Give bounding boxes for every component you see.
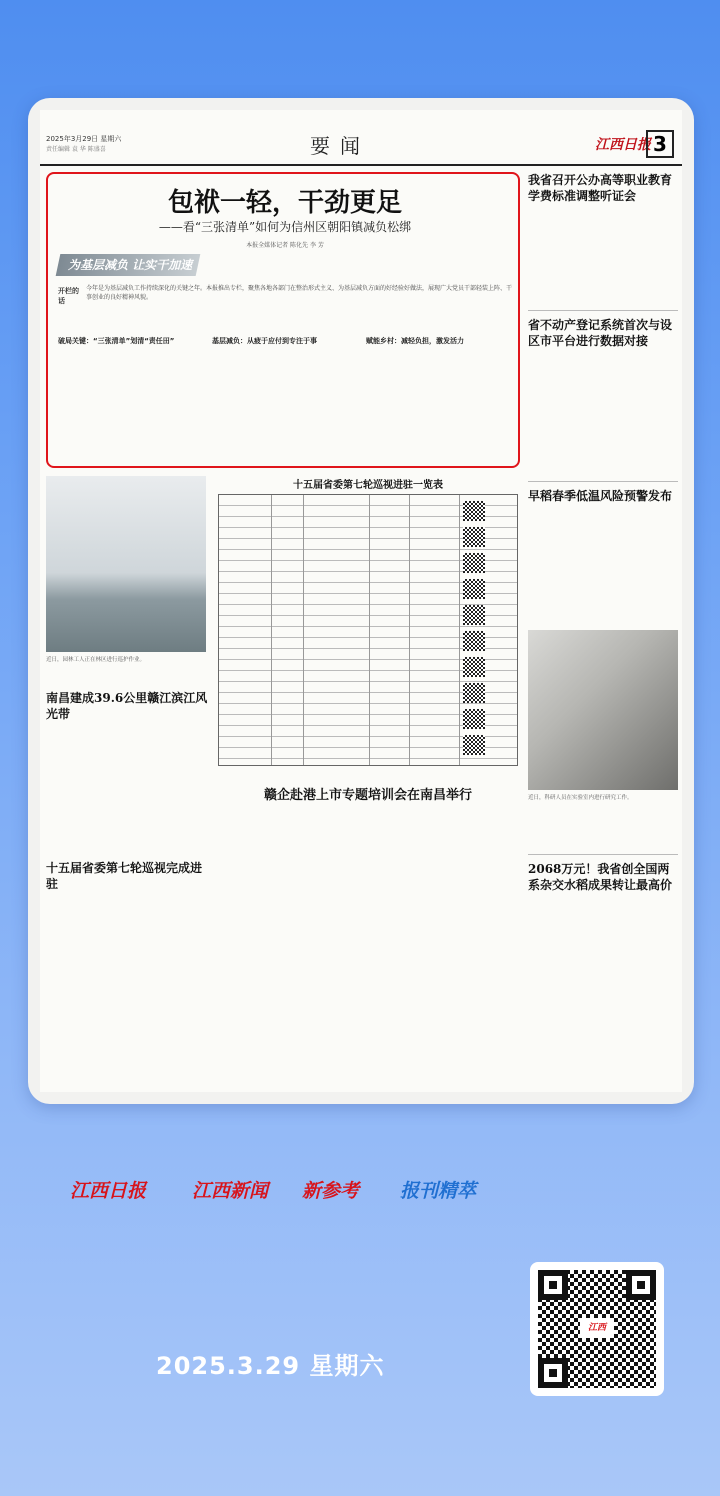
newspaper-card[interactable] — [28, 98, 694, 1104]
divider — [528, 854, 678, 855]
logo-xin-cankao[interactable]: 新参考 — [302, 1180, 360, 1202]
masthead-logo: 江西日报 — [595, 137, 651, 153]
intro-text: 今年是为基层减负工作持续深化的关键之年。本报推出专栏，聚焦各地各部门在整治形式主义、为基层减负方面的好经验好做法，展现广大党员干部轻装上阵、干事创业的良好精神风貌。 — [86, 285, 513, 301]
right-bottom-article — [528, 848, 678, 977]
inspection-table[interactable] — [218, 476, 518, 774]
qr-code-icon — [463, 683, 485, 703]
news-photo-lab[interactable] — [528, 630, 678, 790]
footer-date: 2025.3.29 星期六 — [156, 1352, 385, 1380]
qr-code-icon — [463, 553, 485, 573]
left-article — [46, 690, 210, 846]
left-article — [46, 860, 210, 1006]
article-body — [218, 808, 518, 888]
article-headline[interactable]: 十五届省委第七轮巡视完成进驻 — [46, 861, 203, 891]
newspaper-page — [40, 110, 682, 1092]
qr-code-icon — [463, 605, 485, 625]
photo-caption: 近日，科研人员在实验室内进行研究工作。 — [528, 795, 633, 801]
qr-logo: 江西 — [580, 1318, 614, 1338]
table-grid — [218, 494, 518, 766]
editor-credit: 责任编辑 袁 华 陈盛喜 — [46, 146, 106, 153]
news-photo-forest[interactable] — [46, 476, 206, 652]
footer-logos — [70, 1176, 490, 1206]
qr-code-icon — [463, 631, 485, 651]
qr-code-icon — [463, 709, 485, 729]
article-body — [528, 208, 678, 304]
divider — [528, 310, 678, 311]
qr-code-icon — [538, 1270, 656, 1388]
article-body — [46, 726, 210, 846]
lead-subhead: 赋能乡村：减轻负担，激发活力 — [366, 337, 464, 345]
divider — [528, 481, 678, 482]
article-body — [46, 896, 210, 1006]
page-number: 3 — [646, 130, 674, 158]
table-title: 十五届省委第七轮巡视进驻一览表 — [293, 480, 443, 491]
qr-code-icon — [463, 657, 485, 677]
photo-caption: 近日，园林工人正在林区进行巡护作业。 — [46, 657, 146, 663]
middle-article — [218, 788, 518, 888]
article-headline[interactable]: 省不动产登记系统首次与设区市平台进行数据对接 — [528, 318, 673, 348]
article-body — [528, 897, 678, 977]
lead-subhead: 基层减负：从疲于应付到专注于事 — [212, 337, 317, 345]
lead-byline: 本报全媒体记者 陈化先 李 芳 — [246, 242, 324, 249]
article-headline[interactable]: 南昌建成39.6公里赣江滨江风光带 — [46, 691, 208, 721]
section-title: 要闻 — [310, 134, 370, 158]
qr-code-icon — [463, 735, 485, 755]
lead-column — [212, 334, 358, 466]
lead-subhead: 破局关键：“三张清单”划清“责任田” — [58, 337, 175, 345]
lead-column — [58, 334, 204, 466]
lead-column — [366, 334, 512, 466]
page-header — [40, 110, 682, 166]
qr-code[interactable] — [530, 1262, 664, 1396]
logo-baokan-jingcui[interactable]: 报刊精萃 — [400, 1180, 477, 1202]
qr-code-icon — [463, 527, 485, 547]
intro-tag: 开栏的话 — [58, 287, 79, 305]
right-column — [528, 172, 678, 504]
article-headline[interactable]: 我省召开公办高等职业教育学费标准调整听证会 — [528, 173, 673, 203]
article-headline[interactable]: 2068万元！我省创全国两系杂交水稻成果转让最高价 — [528, 862, 673, 892]
logo-jiangxi-news[interactable]: 江西新闻 — [192, 1180, 269, 1202]
lead-subheadline: ——看“三张清单”如何为信州区朝阳镇减负松绑 — [158, 220, 412, 234]
qr-code-icon — [463, 579, 485, 599]
lead-article[interactable] — [46, 172, 520, 468]
logo-jiangxi-daily[interactable]: 江西日报 — [70, 1180, 147, 1202]
lead-body-columns — [58, 334, 512, 466]
column-banner: 为基层减负 让实干加速 — [56, 254, 201, 276]
article-headline[interactable]: 赣企赴港上市专题培训会在南昌举行 — [263, 788, 472, 803]
qr-code-icon — [463, 501, 485, 521]
article-headline[interactable]: 早稻春季低温风险预警发布 — [528, 489, 673, 503]
article-body — [528, 353, 678, 475]
lead-headline: 包袱一轻，干劲更足 — [167, 188, 402, 218]
issue-date: 2025年3月29日 星期六 — [46, 135, 122, 143]
